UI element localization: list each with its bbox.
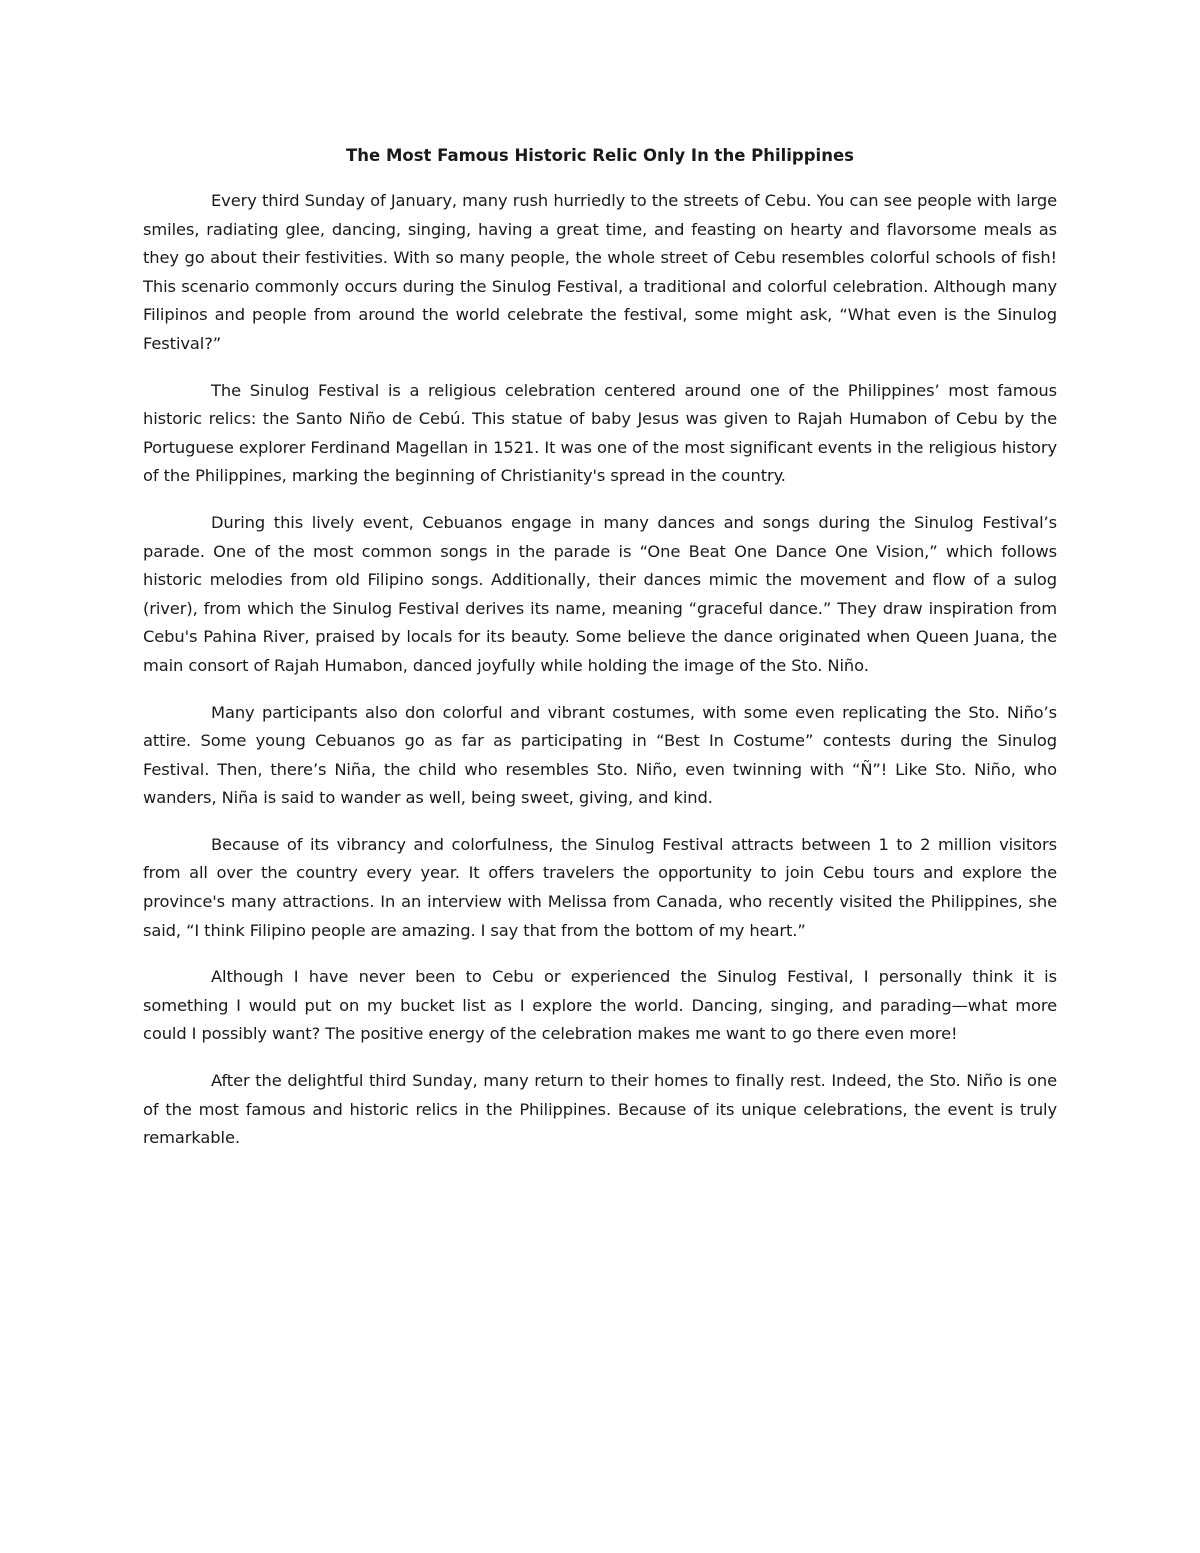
paragraph-2: The Sinulog Festival is a religious celebration centered around one of the Philippines’ most famous historic relics: the Santo Niño de Cebú. This statue of baby Jesus was given to Rajah Humabon of Cebu by the Portuguese explorer Ferdinand Magellan in 1521. It was one of the most significant events in the religious history of the Philippines, marking the beginning of Christianity's spread in the country.: [143, 380, 1057, 486]
paragraph-1: Every third Sunday of January, many rush hurriedly to the streets of Cebu. You can see people with large smiles, radiating glee, dancing, singing, having a great time, and feasting on hearty and flavorsome meals as they go about their festivities. With so many people, the whole street of Cebu resembles colorful schools of fish! This scenario commonly occurs during the Sinulog Festival, a traditional and colorful celebration. Although many Filipinos and people from around the world celebrate the festival, some might ask, “What even is the Sinulog Festival?”: [143, 191, 1057, 353]
paragraph-4: Many participants also don colorful and vibrant costumes, with some even replicating the Sto. Niño’s attire. Some young Cebuanos go as far as participating in “Best In Costume” contests during the Sinulog Festival. Then, there’s Niña, the child who resembles Sto. Niño, even twinning with “Ñ”! Like Sto. Niño, who wanders, Niña is said to wander as well, being sweet, giving, and kind.: [143, 702, 1057, 808]
paragraph-6: Although I have never been to Cebu or experienced the Sinulog Festival, I personally think it is something I would put on my bucket list as I explore the world. Dancing, singing, and parading—what more could I possibly want? The positive energy of the celebration makes me want to go there even more!: [143, 967, 1057, 1044]
paragraph-5: Because of its vibrancy and colorfulness, the Sinulog Festival attracts between 1 to 2 million visitors from all over the country every year. It offers travelers the opportunity to join Cebu tours and explore the province's many attractions. In an interview with Melissa from Canada, who recently visited the Philippines, she said, “I think Filipino people are amazing. I say that from the bottom of my heart.”: [143, 834, 1057, 940]
paragraph-3: During this lively event, Cebuanos engage in many dances and songs during the Sinulog Festival’s parade. One of the most common songs in the parade is “One Beat One Dance One Vision,” which follows historic melodies from old Filipino songs. Additionally, their dances mimic the movement and flow of a sulog (river), from which the Sinulog Festival derives its name, meaning “graceful dance.” They draw inspiration from Cebu's Pahina River, praised by locals for its beauty. Some believe the dance originated when Queen Juana, the main consort of Rajah Humabon, danced joyfully while holding the image of the Sto. Niño.: [143, 512, 1057, 675]
paragraph-7: After the delightful third Sunday, many return to their homes to finally rest. Indeed, the Sto. Niño is one of the most famous and historic relics in the Philippines. Because of its unique celebrations, the event is truly remarkable.: [143, 1071, 1057, 1148]
document-title: The Most Famous Historic Relic Only In the Philippines: [346, 146, 854, 165]
document-body: [143, 187, 1057, 1171]
